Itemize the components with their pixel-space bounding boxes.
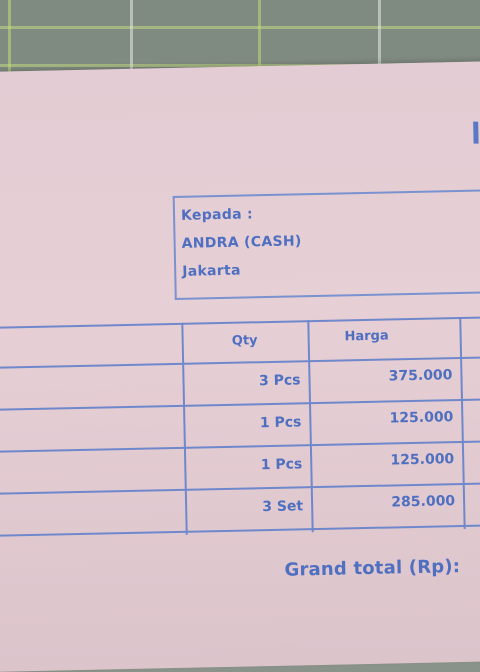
table-row-divider [0,482,480,495]
table-border-bottom [0,524,480,537]
row-4-price: 285.000 [391,493,456,511]
cut-off-heading-mark [473,122,478,144]
table-row-divider [0,440,480,453]
row-2-price: 125.000 [389,409,454,427]
row-4-qty: 3 Set [262,498,304,516]
row-1-qty: 3 Pcs [258,372,301,390]
receipt-paper [0,61,480,672]
table-header-divider [0,356,480,369]
recipient-name: ANDRA (CASH) [181,233,302,252]
recipient-box [173,189,480,300]
row-3-price: 125.000 [390,451,455,469]
recipient-label: Kepada : [180,206,254,224]
column-divider [459,317,465,529]
recipient-city: Jakarta [182,262,241,280]
table-border-top [0,316,480,329]
grand-total-label: Grand total (Rp): [284,556,461,581]
qty-column-header: Qty [231,333,258,349]
items-table [0,316,480,539]
price-column-header: Harga [344,328,389,345]
row-1-price: 375.000 [388,367,453,385]
row-2-qty: 1 Pcs [259,414,302,432]
row-3-qty: 1 Pcs [260,456,303,474]
table-row-divider [0,398,480,411]
